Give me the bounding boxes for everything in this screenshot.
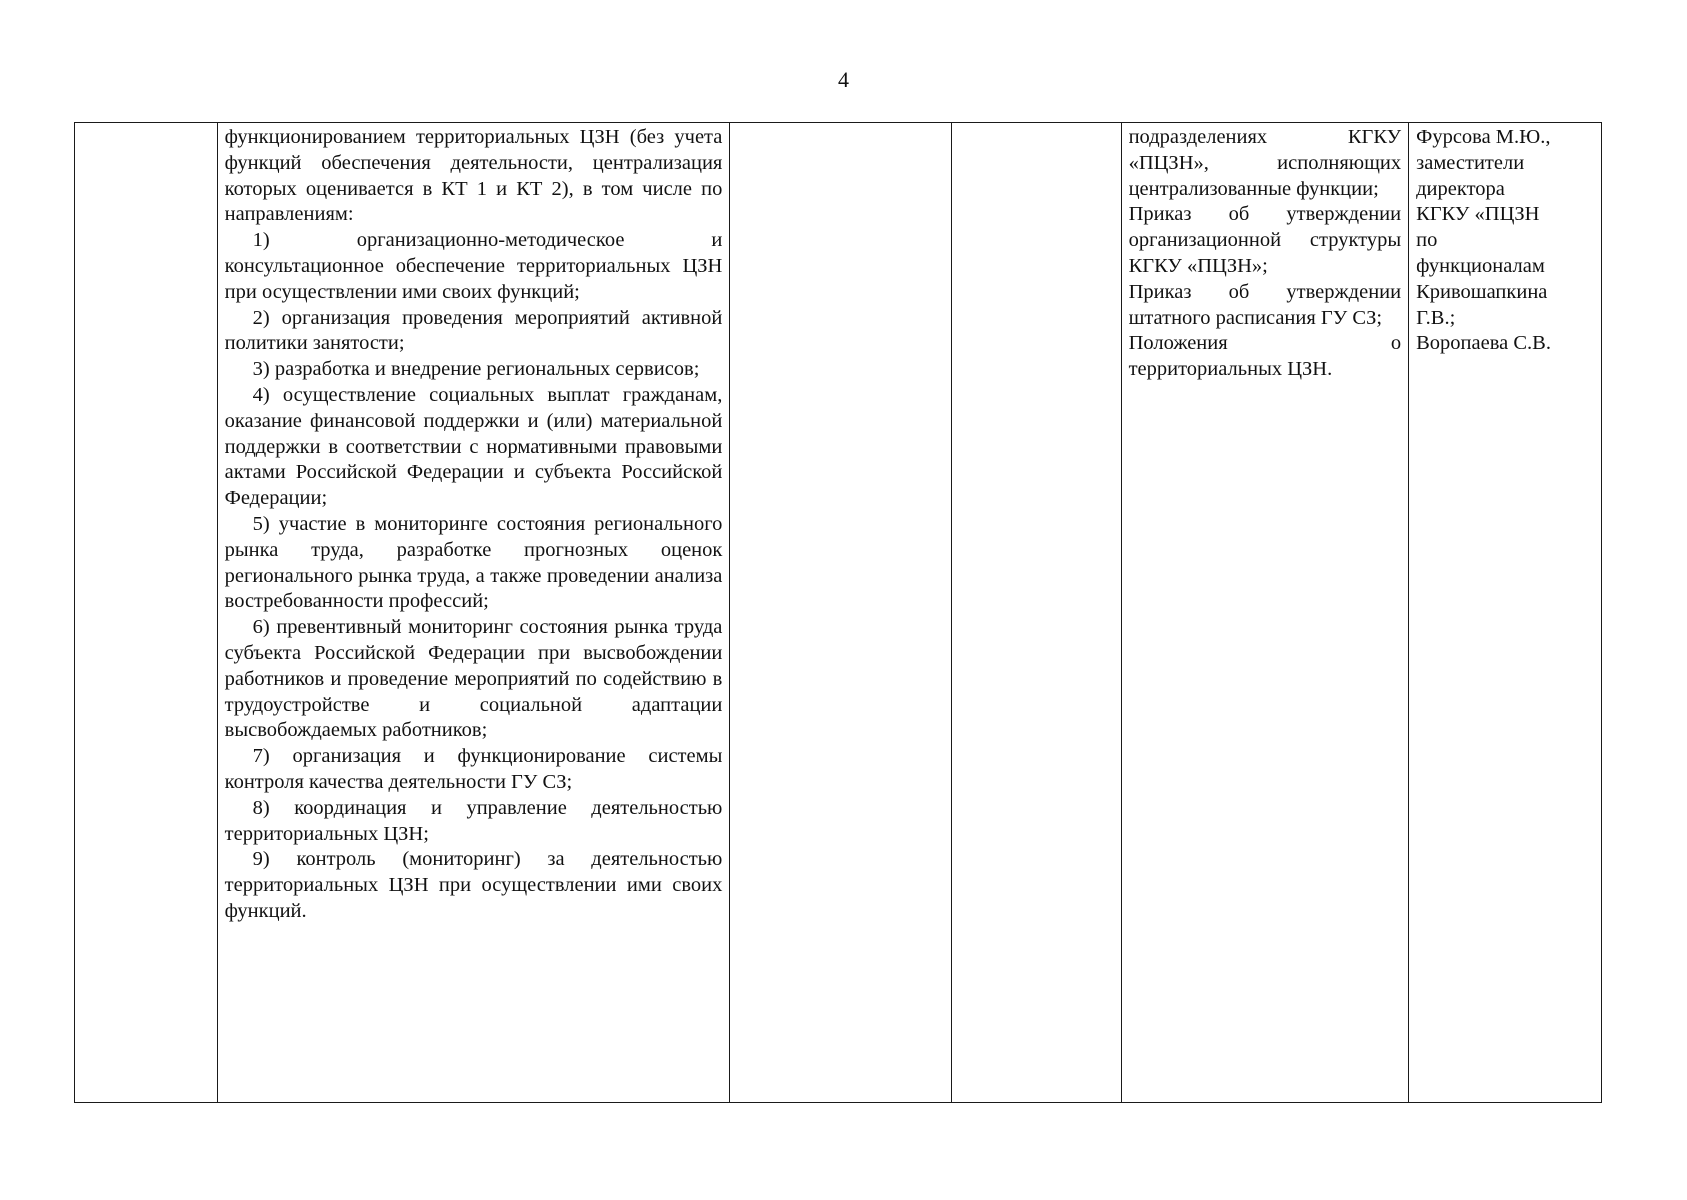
table-cell-documents	[1121, 123, 1409, 1103]
table-cell-description	[217, 123, 730, 1103]
document-entry: подразделениях КГКУ «ПЦЗН», исполняющих централизованные функции;	[1128, 126, 1402, 200]
table-row	[75, 123, 1602, 1103]
table-cell-responsible	[1409, 123, 1602, 1103]
table-cell-empty-3	[730, 123, 952, 1103]
list-item: 1) организационно-методическое и консультационное обеспечение территориальных ЦЗН при осуществлении ими своих функций;	[224, 229, 723, 303]
responsible-line: по	[1416, 229, 1438, 252]
description-intro: функционированием территориальных ЦЗН (без учета функций обеспечения деятельности, централизация которых оценивается в КТ 1 и КТ 2), в том числе по направлениям:	[224, 126, 723, 226]
list-item: 7) организация и функционирование системы контроля качества деятельности ГУ СЗ;	[224, 745, 723, 793]
document-entry: Приказ об утверждении организационной структуры КГКУ «ПЦЗН»;	[1128, 203, 1402, 277]
responsible-line: Фурсова М.Ю.,	[1416, 126, 1551, 148]
responsible-line: директора	[1416, 177, 1505, 200]
table-cell-empty-4	[952, 123, 1121, 1103]
responsible-line: функционалам	[1416, 254, 1545, 277]
responsible-line: Кривошапкина	[1416, 280, 1548, 303]
list-item: 5) участие в мониторинге состояния регионального рынка труда, разработке прогнозных оценок регионального рынка труда, а также проведении анализа востребованности профессий;	[224, 512, 723, 613]
responsible-line: Г.В.;	[1416, 306, 1456, 329]
page-number: 4	[838, 67, 849, 92]
document-entry: Положения о территориальных ЦЗН.	[1128, 332, 1402, 381]
responsible-line: заместители	[1416, 151, 1525, 174]
list-item: 3) разработка и внедрение региональных сервисов;	[252, 358, 700, 381]
list-item: 6) превентивный мониторинг состояния рынка труда субъекта Российской Федерации при высвобождении работников и проведение мероприятий по содействию в трудоустройстве и социальной адаптации высвобождаемых работников;	[224, 616, 723, 742]
responsible-line: Воропаева С.В.	[1416, 332, 1551, 355]
document-table	[74, 122, 1602, 1103]
list-item: 8) координация и управление деятельностью территориальных ЦЗН;	[224, 796, 723, 845]
table-cell-number	[75, 123, 218, 1103]
list-item: 9) контроль (мониторинг) за деятельностью территориальных ЦЗН при осуществлении ими своих функций.	[224, 848, 723, 922]
list-item: 2) организация проведения мероприятий активной политики занятости;	[224, 306, 723, 355]
list-item: 4) осуществление социальных выплат гражданам, оказание финансовой поддержки и (или) материальной поддержки в соответствии с нормативными правовыми актами Российской Федерации и субъекта Российской Федерации;	[224, 383, 723, 510]
document-entry: Приказ об утверждении штатного расписания ГУ СЗ;	[1128, 280, 1402, 329]
responsible-line: КГКУ «ПЦЗН	[1416, 203, 1540, 226]
